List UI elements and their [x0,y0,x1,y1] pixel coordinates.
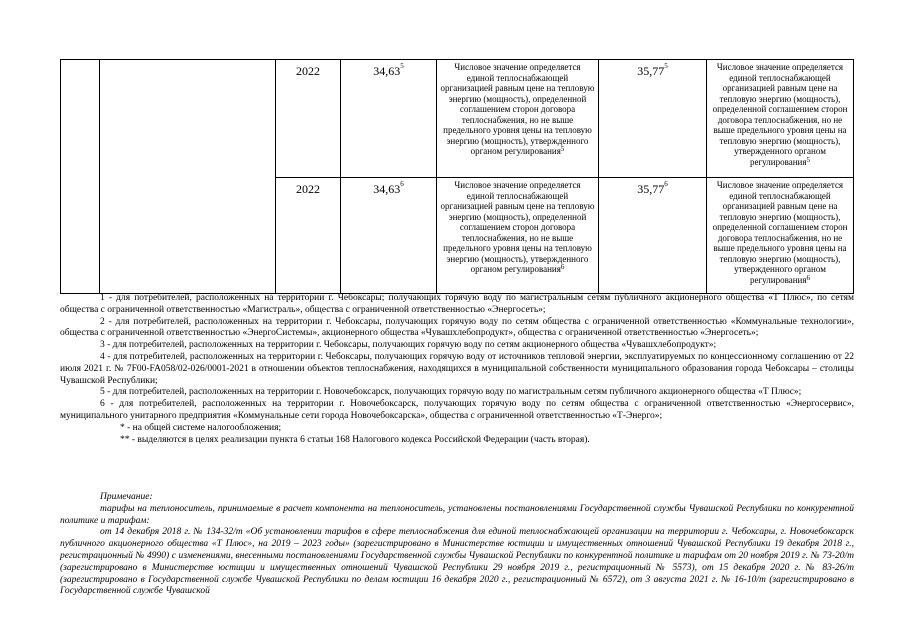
footnote: 1 - для потребителей, расположенных на территории г. Чебоксары; получающих горячую воду по магистральным сетям публичного акционерного общества «Т Плюс», по сетям общества с ограниченной ответственностью «Магистраль», общества с ограниченной ответственностью «Энергосеть»; [60,293,854,315]
year-cell: 2022 [276,60,341,178]
footnote: 4 - для потребителей, расположенных на территории г. Чебоксары, получающих горячую воду от источников тепловой энергии, эксплуатируемых по концессионному соглашению от 22 июля 2021 г. № 7F00-FA058/02-026/0001-2021 в отношении объектов теплоснабжения, находящихся в муниципальной собственности муниципального образования города Чебоксары – столицы Чувашской Республики; [60,351,854,386]
notes-paragraph: тарифы на теплоноситель, принимаемые в расчет компонента на теплоноситель, установлены постановлениями Государственной службы Чувашской Республики по конкурентной политике и тарифам: [60,503,854,526]
table-cell-empty [61,60,100,294]
note-cell: Числовое значение определяется единой теплоснабжающей организацией равным цене на тепловую энергию (мощность), определенной соглашением сторон договора теплоснабжения, но не выше предельного уровня цены на тепловую энергию (мощность), утвержденного органом регулирования$^5$ [437,60,599,178]
price-cell: 35,77$^6$ [599,178,707,294]
note-cell: Числовое значение определяется единой теплоснабжающей организацией равным цене на тепловую энергию (мощность), определенной соглашением сторон договора теплоснабжения, но не выше предельного уровня цены на тепловую энергию (мощность), утвержденного органом регулирования$^6$ [437,178,599,294]
footnote: 5 - для потребителей, расположенных на территории г. Новочебоксарск, получающих горячую воду по магистральным сетям публичного акционерного общества «Т Плюс»; [100,387,802,398]
footnotes [60,293,854,446]
notes-section [60,492,854,598]
table-row [61,60,854,178]
price-cell: 35,77$^5$ [599,60,707,178]
table-cell-empty [100,60,276,294]
note-cell: Числовое значение определяется единой теплоснабжающей организацией равным цене на тепловую энергию (мощность), определенной соглашением сторон договора теплоснабжения, но не выше предельного уровня цены на тепловую энергию (мощность), утвержденного органом регулирования$^5$ [707,60,854,178]
year-cell: 2022 [276,178,341,294]
footnote: ** - выделяются в целях реализации пункта 6 статьи 168 Налогового кодекса Российской Федерации (часть вторая). [120,434,590,445]
tariff-table [60,59,854,294]
price-cell: 34,63$^5$ [341,60,437,178]
footnote: 6 - для потребителей, расположенных на территории г. Новочебоксарск, получающих горячую воду по сетям общества с ограниченной ответственностью «Энергосервис», муниципального унитарного предприятия «Коммунальные сети города Новочебоксарска», общества с ограниченной ответственностью «Т-Энерго»; [60,399,854,421]
footnote: 2 - для потребителей, расположенных на территории г. Чебоксары, получающих горячую воду по сетям общества с ограниченной ответственностью «Коммунальные технологии», общества с ограниченной ответственностью «ЭнергоСистемы», акционерного общества «Чувашхлебопродукт», общества с ограниченной ответственностью «Энергосеть»; [60,316,854,339]
note-cell: Числовое значение определяется единой теплоснабжающей организацией равным цене на тепловую энергию (мощность), определенной соглашением сторон договора теплоснабжения, но не выше предельного уровня цены на тепловую энергию (мощность), утвержденного органом регулирования$^6$ [707,178,854,294]
price-cell: 34,63$^6$ [341,178,437,294]
notes-paragraph: от 14 декабря 2018 г. № 134-32/т «Об установлении тарифов в сфере теплоснабжения для единой теплоснабжающей организации на территории г. Чебоксары, г. Новочебоксарск публичного акционерного общества «Т Плюс», на 2019 – 2023 годы» (зарегистрировано в Министерстве юстиции и имущественных отношений Чувашской Республики 19 декабря 2018 г., регистрационный № 4990) с изменениями, внесенными постановлениями Государственной службы Чувашской Республики по конкурентной политике и тарифам от 20 ноября 2019 г. № 73-20/т (зарегистрировано в Министерстве юстиции и имущественных отношений Чувашской Республики 29 ноября 2019 г., регистрационный № 5573), от 15 декабря 2020 г. № 83-26/т (зарегистрировано в Государственной службе Чувашской Республики по делам юстиции 16 декабря 2020 г., регистрационный № 6572), от 3 августа 2021 г. № 16-10/т (зарегистрировано в Государственной службе Чувашской [60,527,854,597]
footnote: * - на общей системе налогообложения; [120,422,282,433]
footnote: 3 - для потребителей, расположенных на территории г. Чебоксары, получающих горячую воду по сетям акционерного общества «Чувашхлебопродукт»; [100,340,717,351]
notes-heading: Примечание: [100,492,153,502]
